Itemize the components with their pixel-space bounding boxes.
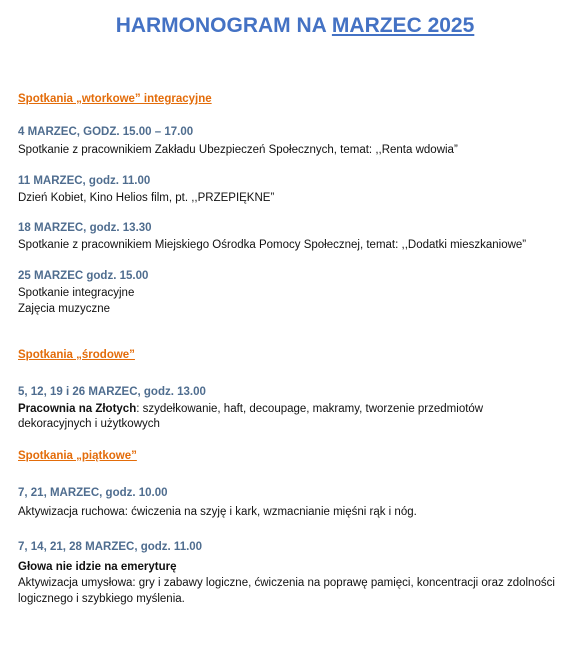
event-description xyxy=(18,402,483,417)
event-description: Spotkanie z pracownikiem Zakładu Ubezpieczeń Społecznych, temat: ,,Renta wdowia” xyxy=(18,144,458,156)
event-date: 5, 12, 19 i 26 MARZEC, godz. 13.00 xyxy=(18,386,206,398)
event-date: 7, 14, 21, 28 MARZEC, godz. 11.00 xyxy=(18,541,203,553)
section-heading-friday: Spotkania „piątkowe” xyxy=(18,450,137,462)
event-date: 25 MARZEC godz. 15.00 xyxy=(18,270,149,282)
event-description: Spotkanie z pracownikiem Miejskiego Ośrodka Pomocy Społecznej, temat: ,,Dodatki mieszkaniowe” xyxy=(18,239,527,251)
event-description: Spotkanie integracyjne xyxy=(18,287,135,299)
event-date: 11 MARZEC, godz. 11.00 xyxy=(18,175,151,187)
event-date: 18 MARZEC, godz. 13.30 xyxy=(18,222,152,234)
event-description: Zajęcia muzyczne xyxy=(18,303,111,315)
event-bold-lead: Pracownia na Złotych xyxy=(18,403,137,415)
event-bold-title: Głowa nie idzie na emeryturę xyxy=(18,561,177,573)
title-month: MARZEC 2025 xyxy=(331,14,475,37)
event-description: dekoracyjnych i użytkowych xyxy=(18,418,160,430)
event-date: 4 MARZEC, GODZ. 15.00 – 17.00 xyxy=(18,126,194,138)
section-heading-wednesday: Spotkania „środowe” xyxy=(18,349,135,361)
title-prefix: HARMONOGRAM NA xyxy=(115,14,332,37)
event-date: 7, 21, MARZEC, godz. 10.00 xyxy=(18,487,168,499)
event-description: Aktywizacja umysłowa: gry i zabawy logiczne, ćwiczenia na poprawę pamięci, koncentracji oraz zdolności xyxy=(18,577,555,589)
event-title xyxy=(18,560,177,575)
page-title xyxy=(0,14,567,38)
event-description: Aktywizacja ruchowa: ćwiczenia na szyję i kark, wzmacnianie mięśni rąk i nóg. xyxy=(18,506,417,518)
event-description-text: : szydełkowanie, haft, decoupage, makramy, tworzenie przedmiotów xyxy=(136,403,484,415)
event-description: Dzień Kobiet, Kino Helios film, pt. ,,PRZEPIĘKNE” xyxy=(18,192,275,204)
event-description: logicznego i szybkiego myślenia. xyxy=(18,593,185,605)
section-heading-tuesday: Spotkania „wtorkowe” integracyjne xyxy=(18,93,212,105)
